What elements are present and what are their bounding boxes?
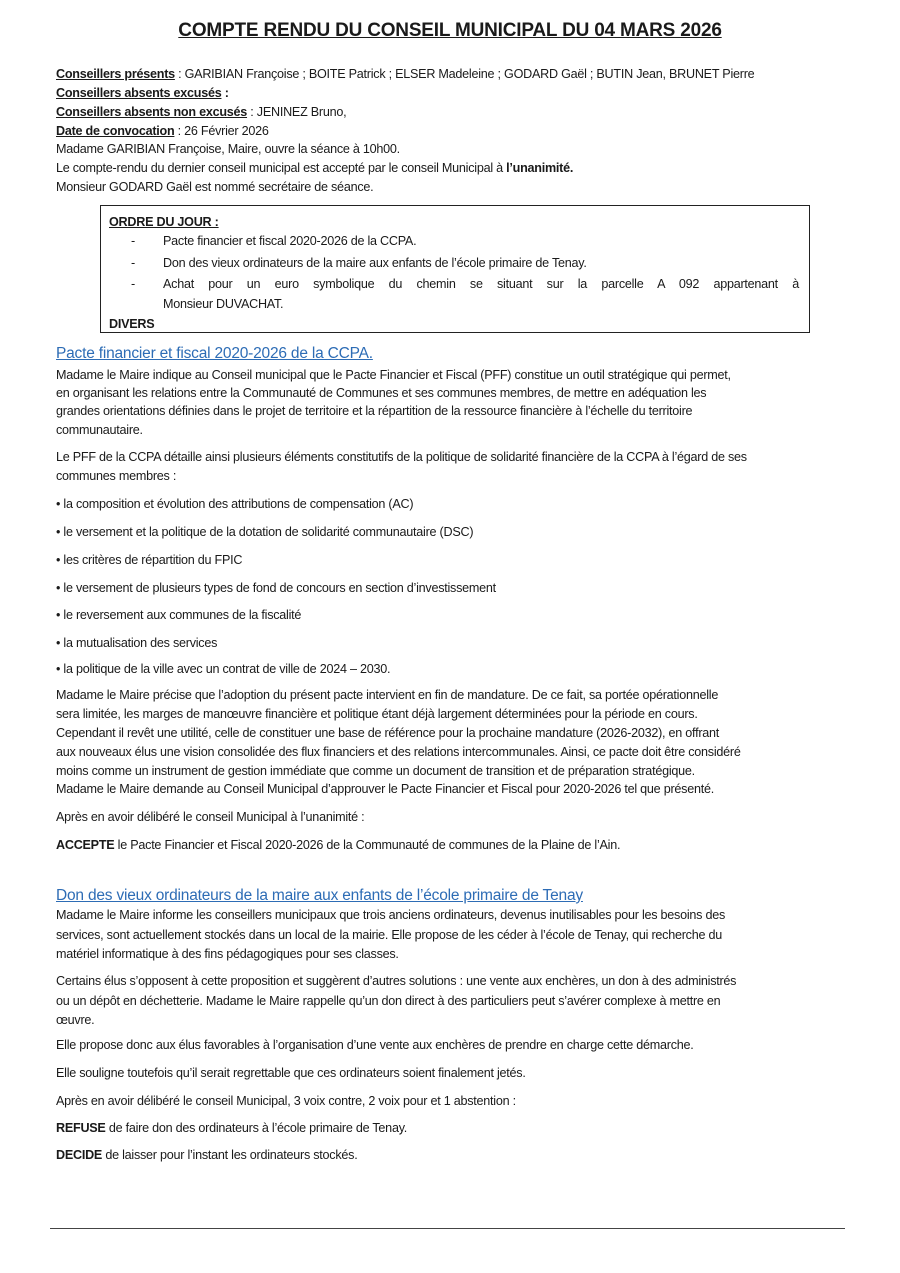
- presents-label: Conseillers présents: [56, 67, 175, 81]
- decision-text: le Pacte Financier et Fiscal 2020-2026 de la Communauté de communes de la Plaine de l’Ain.: [114, 838, 621, 852]
- paragraph-line: Madame le Maire précise que l’adoption du présent pacte intervient en fin de mandature. De ce fait, sa portée opérationnelle: [56, 688, 719, 702]
- non-excuses-label: Conseillers absents non excusés: [56, 105, 248, 119]
- non-excuses-value: : JENINEZ Bruno,: [247, 105, 347, 119]
- opening-text: Madame GARIBIAN Françoise, Maire, ouvre la séance à 10h00.: [56, 142, 400, 156]
- paragraph-line: services, sont actuellement stockés dans un local de la mairie. Elle propose de les céder à l’école de Tenay, qui recherche du: [56, 928, 722, 942]
- paragraph-line: Madame le Maire informe les conseillers municipaux que trois anciens ordinateurs, devenus inutilisables pour les besoins des: [56, 908, 726, 922]
- bullet-item: • les critères de répartition du FPIC: [56, 553, 243, 567]
- agenda-item: Achat pour un euro symbolique du chemin se situant sur la parcelle A 092 appartenant à: [163, 277, 799, 291]
- agenda-divers: DIVERS: [109, 317, 155, 331]
- paragraph-line: sera limitée, les marges de manœuvre financière et politique étant déjà largement déterminées pour la période en cours.: [56, 707, 698, 721]
- paragraph-line: en organisant les relations entre la Communauté de Communes et ses communes membres, de mettre en adéquation les: [56, 386, 707, 400]
- paragraph-line: grandes orientations définies dans le projet de territoire et la répartition de la ressource financière à l’échelle du territoire: [56, 404, 693, 418]
- bullet-item: • le versement de plusieurs types de fond de concours en section d’investissement: [56, 581, 496, 595]
- decide-text: de laisser pour l’instant les ordinateurs stockés.: [102, 1148, 358, 1162]
- bullet-item: • le versement et la politique de la dotation de solidarité communautaire (DSC): [56, 525, 474, 539]
- approval-text: Le compte-rendu du dernier conseil municipal est accepté par le conseil Municipal à: [56, 161, 507, 175]
- deliberation-text: Après en avoir délibéré le conseil Municipal, 3 voix contre, 2 voix pour et 1 abstention :: [56, 1094, 516, 1108]
- paragraph-line: œuvre.: [56, 1013, 95, 1027]
- bullet-item: • le reversement aux communes de la fiscalité: [56, 608, 302, 622]
- decision-bold: ACCEPTE: [56, 838, 115, 852]
- page-title: COMPTE RENDU DU CONSEIL MUNICIPAL DU 04 MARS 2026: [178, 20, 722, 41]
- bullet-item: • la composition et évolution des attributions de compensation (AC): [56, 497, 414, 511]
- footer-divider: [50, 1228, 845, 1229]
- approval-bold: l’unanimité.: [506, 161, 574, 175]
- section2-heading: Don des vieux ordinateurs de la maire aux enfants de l’école primaire de Tenay: [56, 887, 583, 904]
- paragraph-line: Elle propose donc aux élus favorables à l’organisation d’une vente aux enchères de prendre en charge cette démarche.: [56, 1038, 694, 1052]
- paragraph-line: communes membres :: [56, 469, 177, 483]
- paragraph-line: Madame le Maire indique au Conseil municipal que le Pacte Financier et Fiscal (PFF) constitue un outil stratégique qui permet,: [56, 368, 731, 382]
- agenda-item: Pacte financier et fiscal 2020-2026 de la CCPA.: [163, 234, 417, 248]
- secretary-text: Monsieur GODARD Gaël est nommé secrétaire de séance.: [56, 180, 374, 194]
- paragraph-line: Elle souligne toutefois qu’il serait regrettable que ces ordinateurs soient finalement jetés.: [56, 1066, 526, 1080]
- excuses-value: :: [221, 86, 229, 100]
- paragraph-line: moins comme un instrument de gestion immédiate que comme un document de transition et de préparation stratégique.: [56, 764, 695, 778]
- decide-bold: DECIDE: [56, 1148, 103, 1162]
- bullet-item: • la politique de la ville avec un contrat de ville de 2024 – 2030.: [56, 662, 391, 676]
- agenda-title: ORDRE DU JOUR :: [109, 215, 219, 229]
- paragraph-line: Madame le Maire demande au Conseil Municipal d’approuver le Pacte Financier et Fiscal pour 2020-2026 tel que présenté.: [56, 782, 714, 796]
- presents-value: : GARIBIAN Françoise ; BOITE Patrick ; ELSER Madeleine ; GODARD Gaël ; BUTIN Jean, BRUNET Pierre: [174, 67, 755, 81]
- convocation-label: Date de convocation: [56, 124, 175, 138]
- paragraph-line: Certains élus s’opposent à cette proposition et suggèrent d’autres solutions : une vente aux enchères, un don à des administrés: [56, 974, 737, 988]
- paragraph-line: Le PFF de la CCPA détaille ainsi plusieurs éléments constitutifs de la politique de solidarité financière de la CCPA à l’égard de ses: [56, 450, 747, 464]
- paragraph-line: aux nouveaux élus une vision consolidée des flux financiers et des relations intercommunales. Ainsi, ce pacte doit être considéré: [56, 745, 741, 759]
- paragraph-line: communautaire.: [56, 423, 143, 437]
- paragraph-line: ou un dépôt en déchetterie. Madame le Maire rappelle qu’un don direct à des particuliers peut s’avérer complexe à mettre en: [56, 994, 721, 1008]
- refuse-bold: REFUSE: [56, 1121, 106, 1135]
- paragraph-line: Cependant il revêt une utilité, celle de constituer une base de référence pour la prochaine mandature (2026-2032), en offrant: [56, 726, 720, 740]
- refuse-text: de faire don des ordinateurs à l’école primaire de Tenay.: [105, 1121, 408, 1135]
- section1-heading: Pacte financier et fiscal 2020-2026 de la CCPA.: [56, 345, 373, 362]
- agenda-item-cont: Monsieur DUVACHAT.: [163, 297, 284, 311]
- agenda-box: ORDRE DU JOUR : - Pacte financier et fiscal 2020-2026 de la CCPA. - Don des vieux ordinateurs de la maire aux enfants de l’école primaire de Tenay. - Achat pour un euro symbolique du chemin se situant sur la parcelle A 092 appartenant à Monsieur DUVACHAT. DIVERS: [100, 205, 810, 333]
- paragraph-line: matériel informatique à des fins pédagogiques pour ses classes.: [56, 947, 399, 961]
- agenda-item: Don des vieux ordinateurs de la maire aux enfants de l’école primaire de Tenay.: [163, 256, 587, 270]
- bullet-item: • la mutualisation des services: [56, 636, 218, 650]
- excuses-label: Conseillers absents excusés: [56, 86, 222, 100]
- deliberation-text: Après en avoir délibéré le conseil Municipal à l’unanimité :: [56, 810, 365, 824]
- convocation-value: : 26 Février 2026: [174, 124, 269, 138]
